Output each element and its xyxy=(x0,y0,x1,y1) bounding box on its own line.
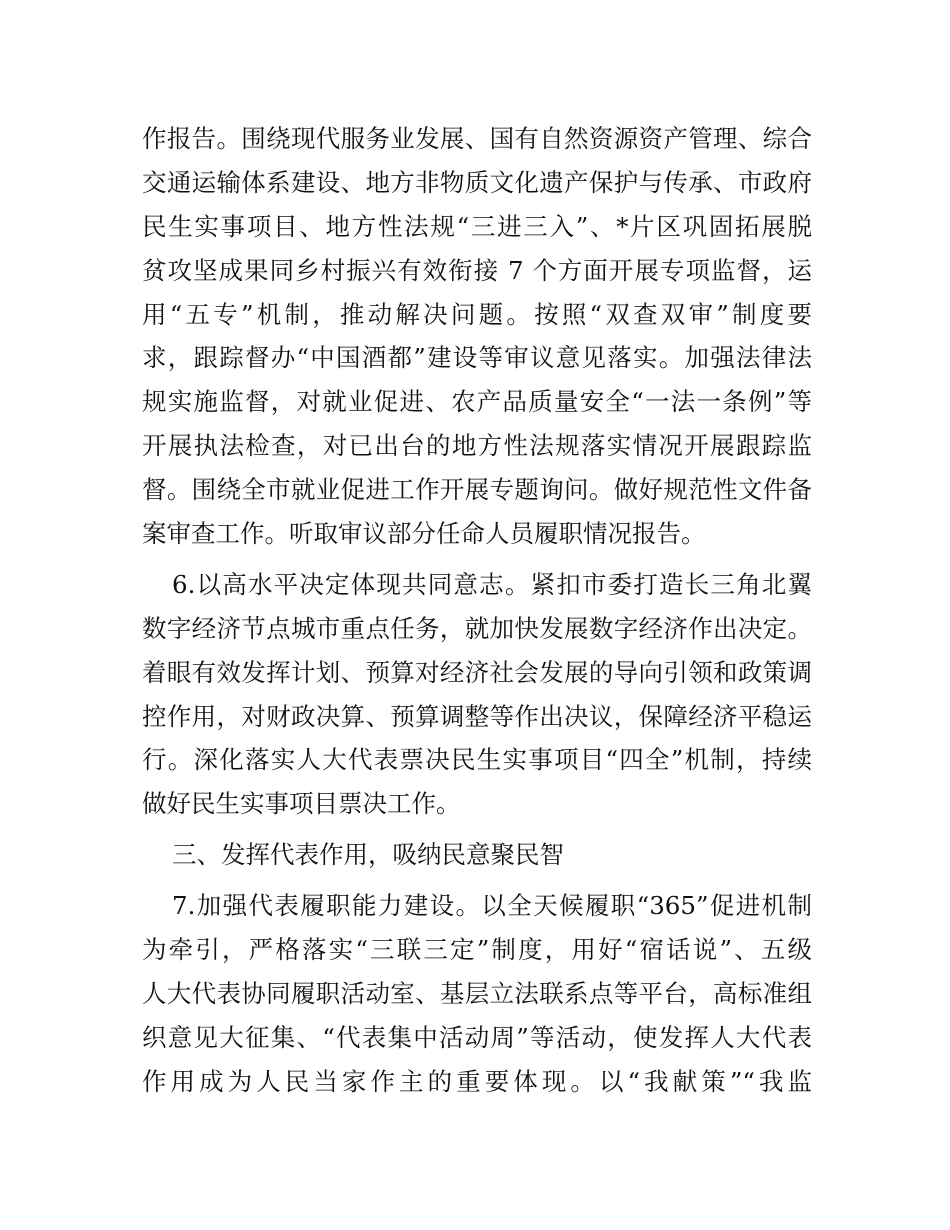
text-line: 案审查工作。听取审议部分任命人员履职情况报告。 xyxy=(142,519,706,549)
text-line: 交通运输体系建设、地方非物质文化遗产保护与传承、市政府 xyxy=(142,167,812,197)
text-line: 做好民生实事项目票决工作。 xyxy=(142,789,461,819)
text-line: 行。深化落实人大代表票决民生实事项目“四全”机制，持续 xyxy=(142,745,812,775)
section-heading xyxy=(142,833,812,877)
paragraph-decisions xyxy=(142,563,812,826)
text-line: 人大代表协同履职活动室、基层立法联系点等平台，高标准组 xyxy=(142,978,812,1008)
text-line: 贫攻坚成果同乡村振兴有效衔接 7 个方面开展专项监督，运 xyxy=(142,255,812,285)
text-line: 开展执法检查，对已出台的地方性法规落实情况开展跟踪监 xyxy=(142,431,812,461)
text-line: 民生实事项目、地方性法规“三进三入”、*片区巩固拓展脱 xyxy=(142,211,812,241)
text-line: 规实施监督，对就业促进、农产品质量安全“一法一条例”等 xyxy=(142,387,812,417)
document-body xyxy=(142,117,812,1104)
text-line: 求，跟踪督办“中国酒都”建设等审议意见落实。加强法律法 xyxy=(142,343,812,373)
text-line: 7.加强代表履职能力建设。以全天候履职“365”促进机制 xyxy=(172,891,812,921)
text-line: 着眼有效发挥计划、预算对经济社会发展的导向引领和政策调 xyxy=(142,657,812,687)
text-line: 作报告。围绕现代服务业发展、国有自然资源资产管理、综合 xyxy=(142,124,812,153)
text-line: 控作用，对财政决算、预算调整等作出决议，保障经济平稳运 xyxy=(142,701,812,731)
text-line: 督。围绕全市就业促进工作开展专题询问。做好规范性文件备 xyxy=(142,475,812,505)
text-line: 6.以高水平决定体现共同意志。紧扣市委打造长三角北翼 xyxy=(172,569,812,599)
text-line: 织意见大征集、“代表集中活动周”等活动，使发挥人大代表 xyxy=(142,1022,812,1052)
text-line: 数字经济节点城市重点任务，就加快发展数字经济作出决定。 xyxy=(142,613,812,643)
paragraph-representatives xyxy=(142,884,812,1103)
heading-line: 三、发挥代表作用，吸纳民意聚民智 xyxy=(172,840,564,870)
text-line: 作用成为人民当家作主的重要体现。以“我献策”“我监 xyxy=(142,1066,812,1096)
text-line: 为牵引，严格落实“三联三定”制度，用好“宿话说”、五级 xyxy=(142,935,812,965)
text-line: 用“五专”机制，推动解决问题。按照“双查双审”制度要 xyxy=(142,299,812,329)
paragraph-supervision xyxy=(142,117,812,556)
